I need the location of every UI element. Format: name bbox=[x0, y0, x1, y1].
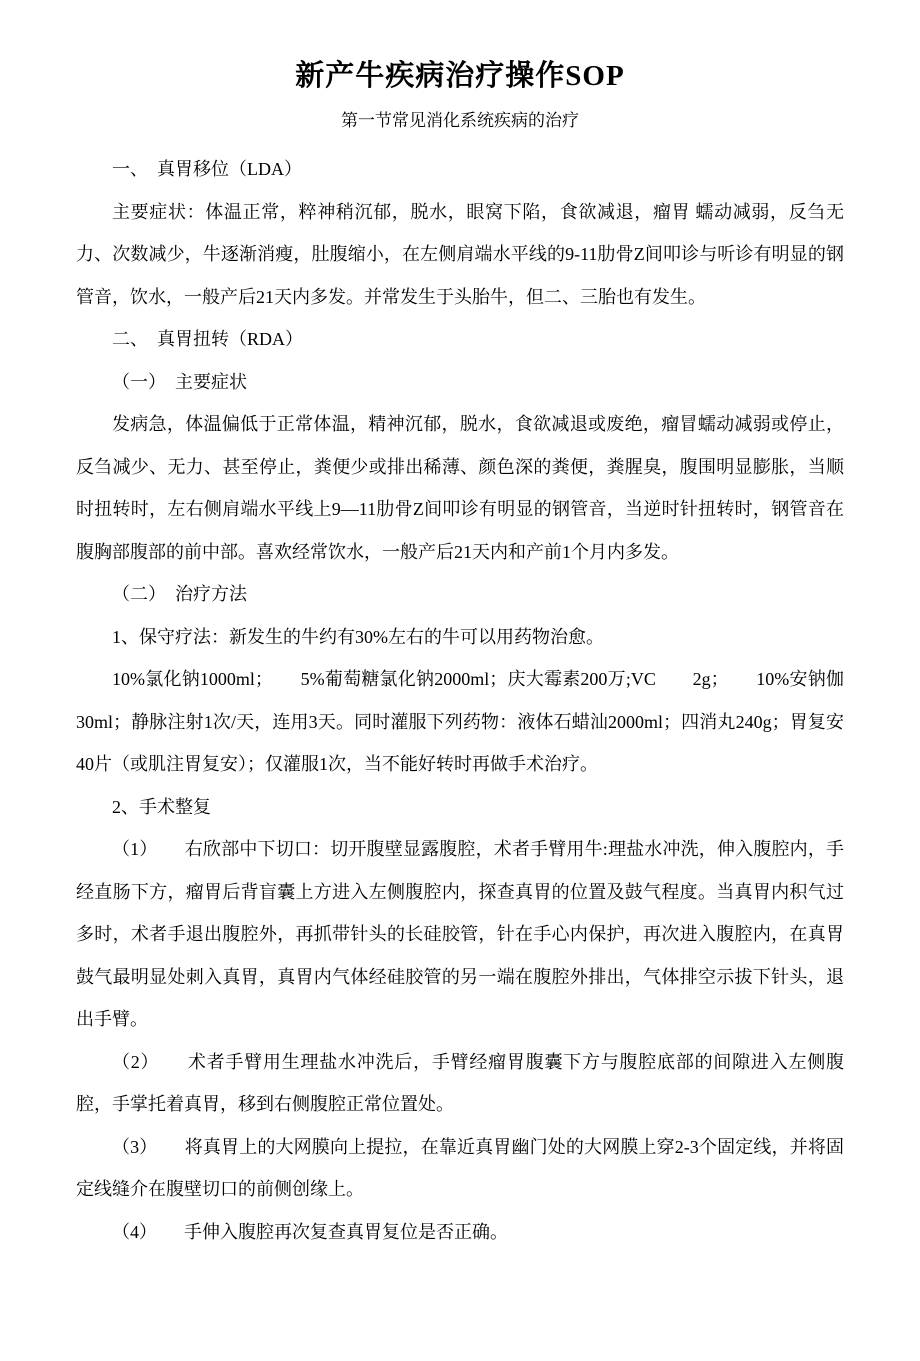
rda-symptoms-heading: （一） 主要症状 bbox=[112, 371, 247, 392]
surgery-step-1: （1） 右欣部中下切口：切开腹壁显露腹腔，术者手臂用牛:理盐水冲洗，伸入腹腔内，手经直肠下方，瘤胃后背盲囊上方进入左侧腹腔内，探查真胃的位置及鼓气程度。当真胃内积气过多时，术者手退出腹腔外，再抓带针头的长硅胶管，针在手心内保护，再次进入腹腔内，在真胃鼓气最明显处刺入真胃，真胃内气体经硅胶管的另一端在腹腔外排出，气体排空示拔下针头，退出手臂。 bbox=[76, 839, 844, 1029]
rda-treatment-heading: （二） 治疗方法 bbox=[112, 584, 247, 604]
surgery-step-4: （4） 手伸入腹腔再次复查真胃复位是否正确。 bbox=[112, 1221, 508, 1242]
conservative-therapy: 1、保守疗法：新发生的牛约有30%左右的牛可以用药物治愈。 bbox=[112, 626, 604, 647]
rda-symptoms: 发病急，体温偏低于正常体温，精神沉郁，脱水，食欲减退或废绝，瘤冒蠕动减弱或停止，反刍减少、无力、甚至停止，粪便少或排出稀薄、颜色深的粪便，粪腥臭，腹围明显膨胀，当顺时扭转时，左右侧肩端水平线上9—11肋骨Z间叩诊有明显的钢管音，当逆时针扭转时，钢管音在腹胸部腹部的前中部。喜欢经常饮水，一般产后21天内和产前1个月内多发。 bbox=[76, 414, 844, 562]
surgery-step-2: （2） 术者手臂用生理盐水冲洗后，手臂经瘤胃腹囊下方与腹腔底部的间隙进入左侧腹腔，手掌托着真胃，移到右侧腹腔正常位置处。 bbox=[76, 1051, 844, 1114]
heading-lda: 一、 真胃移位（LDA） bbox=[112, 159, 302, 179]
document-title: 新产牛疾病治疗操作SOP bbox=[295, 60, 625, 92]
surgery-heading: 2、手术整复 bbox=[112, 796, 211, 817]
heading-rda: 二、 真胃扭转（RDA） bbox=[112, 329, 304, 349]
medication-regimen: 10%氯化钠1000ml； 5%葡萄糖氯化钠2000ml；庆大霉素200万;VC 2g； 10%安钠伽30ml；静脉注射1次/天，连用3天。同时灌服下列药物：液体石蜡汕2000ml；四消丸240g；胃复安40片（或肌注胃复安）；仅灌服1次，当不能好转时再做手术治疗。 bbox=[76, 669, 844, 774]
surgery-step-3: （3） 将真胃上的大网膜向上提拉，在靠近真胃幽门处的大网膜上穿2-3个固定线，并将固定线缝介在腹壁切口的前侧创缘上。 bbox=[76, 1136, 844, 1199]
section-heading: 第一节常见消化系统疾病的治疗 bbox=[341, 111, 579, 130]
lda-symptoms: 主要症状：体温正常，粹神稍沉郁，脱水，眼窝下陷，食欲减退，瘤胃 蠕动减弱，反刍无力、次数减少，牛逐渐消瘦，肚腹缩小，在左侧肩端水平线的9-11肋骨Z间叩诊与听诊有明显的钢管音，饮水，一般产后21天内多发。并常发生于头胎牛，但二、三胎也有发生。 bbox=[76, 201, 844, 307]
